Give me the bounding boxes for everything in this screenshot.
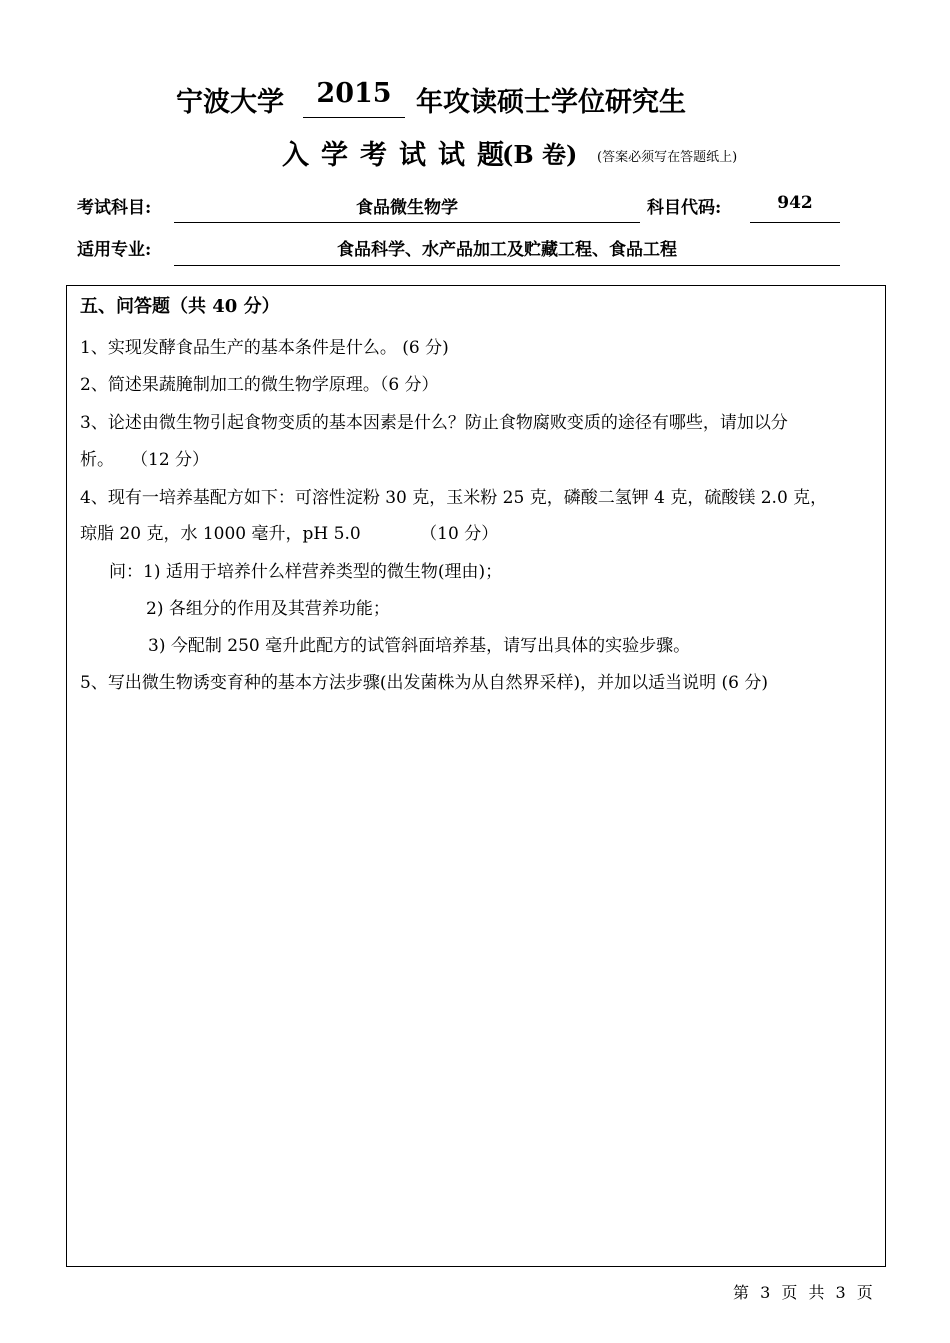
question-4-line1: 4、现有一培养基配方如下：可溶性淀粉 30 克，玉米粉 25 克，磷酸二氢钾 4 克，硫酸镁 2.0 克， xyxy=(80,488,828,508)
question-2: 2、简述果蔬腌制加工的微生物学原理。（6 分） xyxy=(80,375,439,395)
question-box xyxy=(66,285,886,1267)
subject-underline xyxy=(174,222,640,223)
subject-label: 考试科目: xyxy=(77,198,152,218)
question-1: 1、实现发酵食品生产的基本条件是什么。 (6 分) xyxy=(80,338,449,358)
question-4-sub2: 2) 各组分的作用及其营养功能； xyxy=(146,599,390,619)
page-number: 第 3 页 共 3 页 xyxy=(733,1283,876,1302)
question-4-line2: 琼脂 20 克，水 1000 毫升，pH 5.0 （10 分） xyxy=(80,524,499,544)
subject-value: 食品微生物学 xyxy=(356,198,458,218)
exam-title: 入学考试试题 xyxy=(282,140,516,171)
title-line1-rest: 年攻读硕士学位研究生 xyxy=(416,87,686,118)
year-underline xyxy=(303,117,405,118)
university-name: 宁波大学 xyxy=(176,87,284,118)
question-5: 5、写出微生物诱变育种的基本方法步骤(出发菌株为从自然界采样)，并加以适当说明 (6 分) xyxy=(80,673,768,693)
code-value: 942 xyxy=(777,193,813,213)
answer-note: (答案必须写在答题纸上) xyxy=(597,150,738,165)
major-underline xyxy=(174,265,840,266)
section-heading: 五、问答题（共 40 分） xyxy=(80,296,280,317)
question-4-sub3: 3) 今配制 250 毫升此配方的试管斜面培养基，请写出具体的实验步骤。 xyxy=(148,636,691,656)
question-3-line2: 析。 （12 分） xyxy=(80,450,210,470)
paper-variant: (B 卷) xyxy=(502,140,578,169)
exam-year: 2015 xyxy=(316,78,392,109)
major-value: 食品科学、水产品加工及贮藏工程、食品工程 xyxy=(337,240,677,260)
code-underline xyxy=(750,222,840,223)
major-label: 适用专业: xyxy=(77,240,152,260)
question-4-sub1: 问：1) 适用于培养什么样营养类型的微生物(理由)； xyxy=(109,562,503,582)
question-3-line1: 3、论述由微生物引起食物变质的基本因素是什么？防止食物腐败变质的途径有哪些，请加以分 xyxy=(80,413,788,433)
code-label: 科目代码: xyxy=(647,198,722,218)
